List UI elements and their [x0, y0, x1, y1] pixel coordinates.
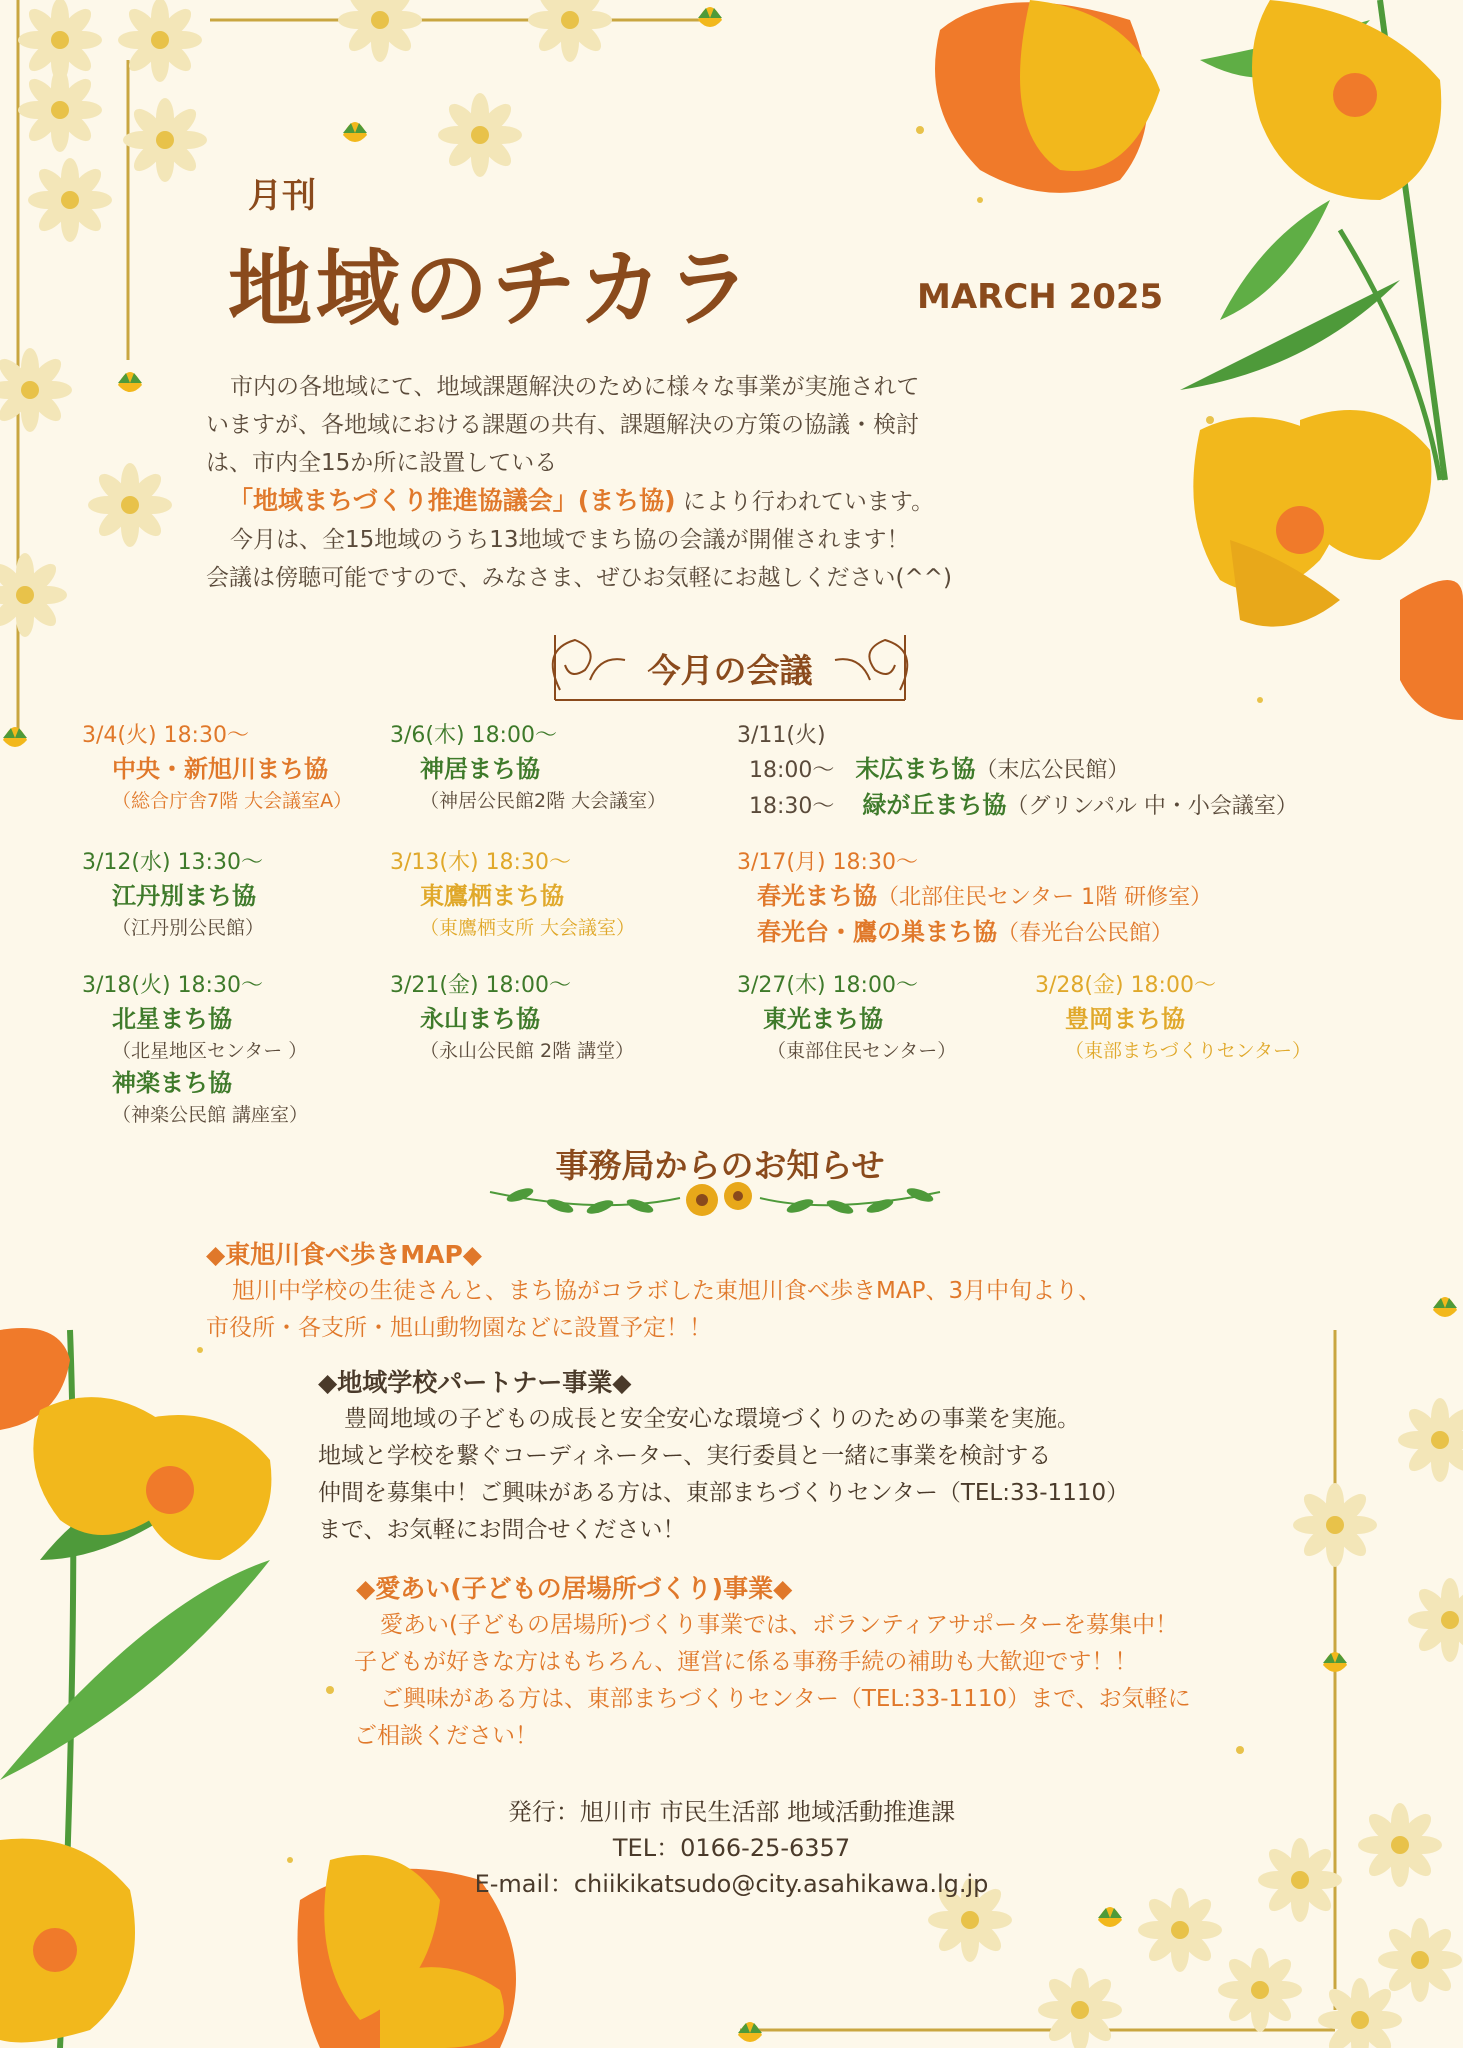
meeting-venue: （春光台公民館）: [997, 921, 1174, 946]
notice-line: 市役所・各支所・旭山動物園などに設置予定！！: [206, 1315, 712, 1341]
meeting-venue: （東部まちづくりセンター）: [1065, 1040, 1312, 1062]
meeting-time: 18:00〜: [749, 758, 835, 783]
meeting-date: 3/6(木) 18:00〜: [390, 723, 557, 748]
meeting-date: 3/18(火) 18:30〜: [82, 973, 263, 998]
notice-heading: ◆地域学校パートナー事業◆: [318, 1368, 632, 1397]
council-name-highlight: 「地域まちづくり推進協議会」(まち協): [228, 486, 676, 515]
meeting-row: [737, 752, 1298, 788]
meeting-name: 豊岡まち協: [1065, 1005, 1185, 1033]
intro-line: いますが、各地域における課題の共有、課題解決の方策の協議・検討: [206, 412, 919, 438]
meeting-venue: （東鷹栖支所 大会議室）: [420, 917, 636, 939]
meeting-name: 北星まち協: [112, 1005, 232, 1033]
meeting-venue: （総合庁舎7階 大会議室A）: [112, 790, 353, 812]
notice-line: 仲間を募集中！ご興味がある方は、東部まちづくりセンター（TEL:33-1110）: [318, 1480, 1130, 1506]
notice-heading: ◆愛あい(子どもの居場所づくり)事業◆: [356, 1574, 793, 1603]
meeting-venue: （神楽公民館 講座室）: [112, 1104, 309, 1126]
notice-children-place: [354, 1570, 1191, 1755]
intro-paragraph: [206, 368, 952, 597]
meeting-entry: [737, 970, 956, 1066]
intro-line: は、市内全15か所に設置している: [206, 450, 558, 476]
meeting-row: [737, 915, 1212, 951]
meeting-entry: [1035, 970, 1311, 1066]
notice-line: ご相談ください！: [354, 1723, 538, 1749]
meeting-venue: （神居公民館2階 大会議室）: [420, 790, 667, 812]
meeting-name: 江丹別まち協: [112, 882, 256, 910]
meeting-row: [737, 788, 1298, 824]
meeting-name: 東光まち協: [763, 1005, 883, 1033]
meeting-date: 3/4(火) 18:30〜: [82, 723, 249, 748]
intro-line: 市内の各地域にて、地域課題解決のために様々な事業が実施されて: [230, 374, 920, 400]
intro-line: により行われています。: [682, 489, 935, 515]
meeting-date: 3/27(木) 18:00〜: [737, 973, 918, 998]
meeting-name: 春光台・鷹の巣まち協: [757, 918, 997, 946]
meeting-name: 春光まち協: [757, 882, 877, 910]
notice-line: 地域と学校を繋ぐコーディネーター、実行委員と一緒に事業を検討する: [318, 1443, 1052, 1469]
notice-food-map: [206, 1236, 1101, 1347]
meeting-entry: [82, 720, 352, 816]
issue-month: MARCH 2025: [917, 277, 1164, 317]
meeting-date: 3/28(金) 18:00〜: [1035, 973, 1216, 998]
meeting-venue: （東部住民センター）: [767, 1040, 957, 1062]
meeting-venue: （グリンパル 中・小会議室）: [1006, 794, 1298, 819]
meeting-entry: [390, 970, 634, 1066]
intro-line: 今月は、全15地域のうち13地域でまち協の会議が開催されます！: [230, 527, 910, 553]
notice-school-partner: [318, 1364, 1129, 1549]
notice-line: 豊岡地域の子どもの成長と安全安心な環境づくりのための事業を実施。: [344, 1406, 1080, 1432]
meeting-venue: （末広公民館）: [975, 758, 1130, 783]
notice-line: まで、お気軽にお問合せください！: [318, 1517, 686, 1543]
intro-line: 会議は傍聴可能ですので、みなさま、ぜひお気軽にお越しください(^^): [206, 565, 953, 591]
meeting-date: 3/12(水) 13:30〜: [82, 850, 263, 875]
meeting-date: 3/13(木) 18:30〜: [390, 850, 571, 875]
meeting-time: 18:30〜: [749, 794, 835, 819]
publisher-email: E-mail：chiikikatsudo@city.asahikawa.lg.jp: [474, 1870, 989, 1898]
meeting-name: 末広まち協: [855, 755, 976, 783]
publisher-info: [0, 1794, 1463, 1902]
meeting-name: 永山まち協: [420, 1005, 540, 1033]
meeting-venue: （北部住民センター 1階 研修室）: [877, 885, 1213, 910]
publisher-name: 発行：旭川市 市民生活部 地域活動推進課: [507, 1798, 956, 1826]
notices-section-title: 事務局からのお知らせ: [555, 1146, 885, 1185]
notice-line: ご興味がある方は、東部まちづくりセンター（TEL:33-1110）まで、お気軽に: [380, 1686, 1191, 1712]
meeting-venue: （永山公民館 2階 講堂）: [420, 1040, 635, 1062]
meeting-name: 神居まち協: [420, 755, 540, 783]
magazine-type-label: 月刊: [248, 176, 316, 216]
notice-line: 旭川中学校の生徒さんと、まち協がコラボした東旭川食べ歩きMAP、3月中旬より、: [232, 1278, 1102, 1304]
meeting-date: 3/11(火): [737, 723, 826, 748]
meeting-entry: [390, 720, 666, 816]
meeting-name: 中央・新旭川まち協: [112, 755, 328, 783]
meeting-name: 神楽まち協: [112, 1069, 232, 1097]
notice-line: 子どもが好きな方はもちろん、運営に係る事務手続の補助も大歓迎です！！: [354, 1649, 1138, 1675]
page-title: 地域のチカラ: [228, 240, 755, 338]
meeting-entry: [737, 720, 1298, 824]
meeting-row: [737, 879, 1212, 915]
meeting-date: 3/17(月) 18:30〜: [737, 850, 918, 875]
meeting-name: 緑が丘まち協: [862, 791, 1007, 819]
notice-line: 愛あい(子どもの居場所)づくり事業では、ボランティアサポーターを募集中！: [380, 1612, 1179, 1638]
meeting-entry: [737, 847, 1212, 951]
meetings-section-title: 今月の会議: [647, 651, 813, 690]
meeting-entry: [390, 847, 635, 943]
meeting-name: 東鷹栖まち協: [420, 882, 564, 910]
publisher-tel: TEL：0166-25-6357: [612, 1834, 851, 1862]
notice-heading: ◆東旭川食べ歩きMAP◆: [206, 1240, 483, 1269]
meeting-date: 3/21(金) 18:00〜: [390, 973, 571, 998]
meeting-entry: [82, 847, 264, 943]
meeting-venue: （北星地区センター ）: [112, 1040, 308, 1062]
meeting-entry: [82, 970, 308, 1130]
meeting-venue: （江丹別公民館）: [112, 917, 265, 939]
